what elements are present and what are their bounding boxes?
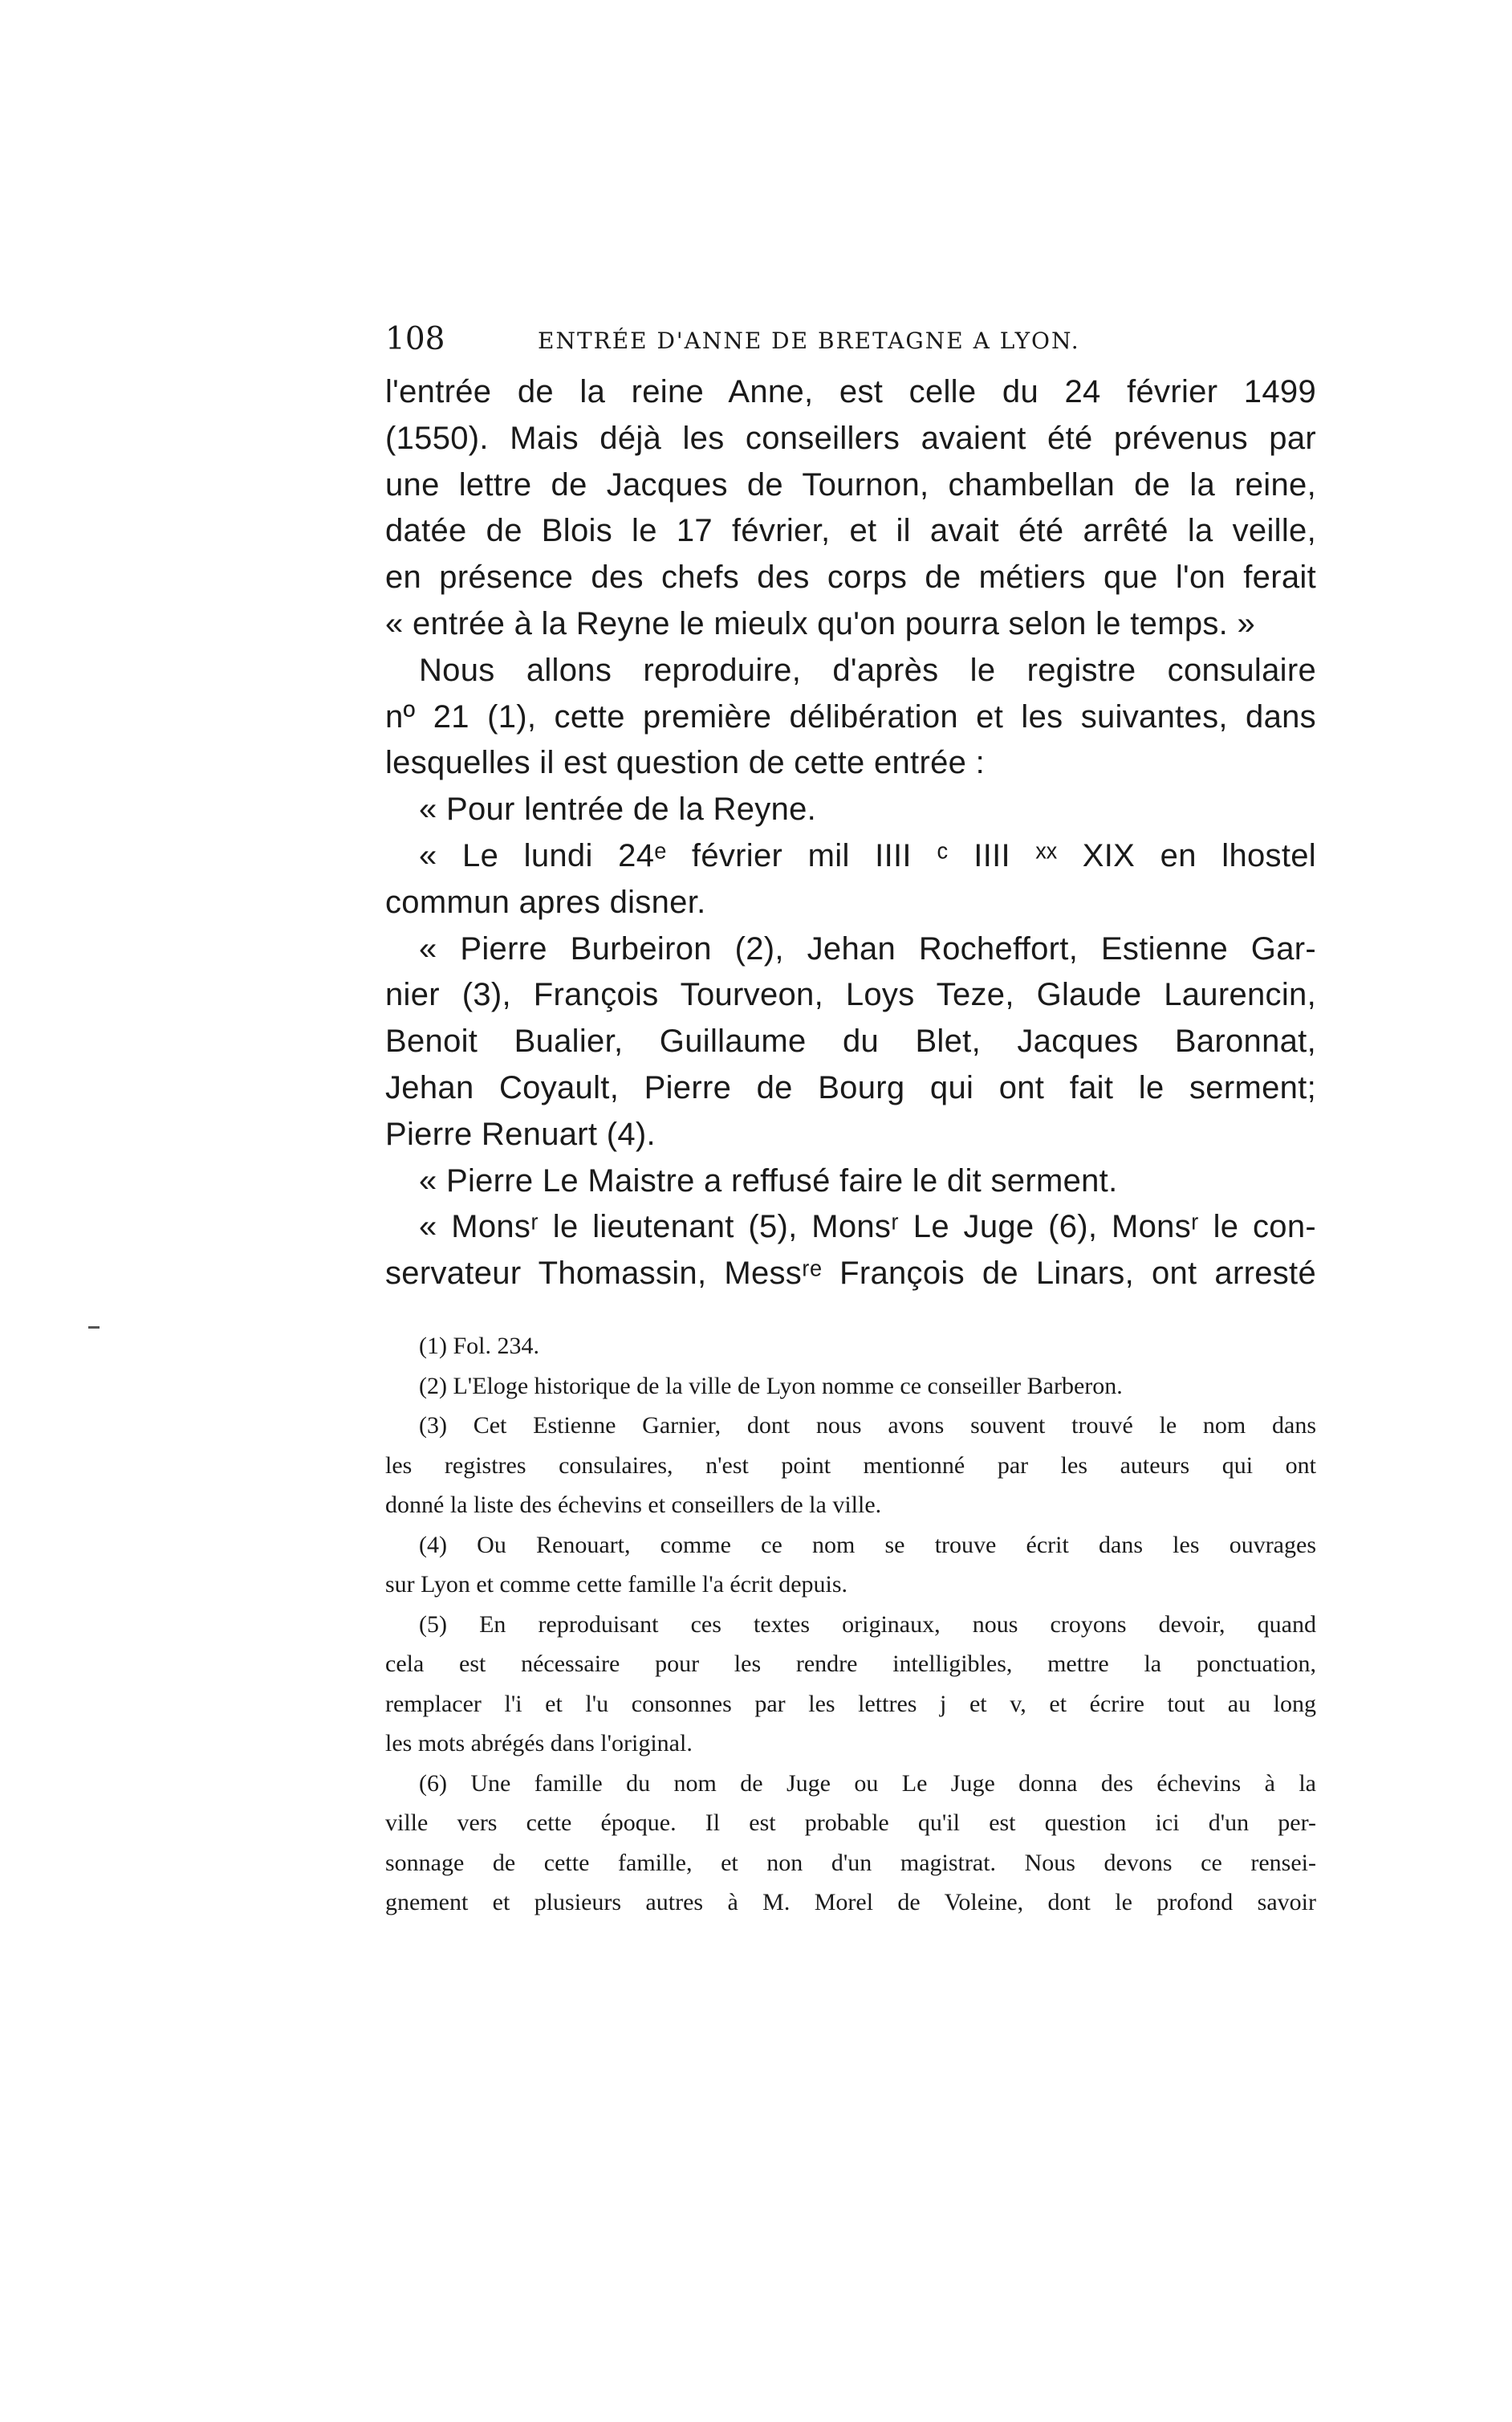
footnote-line: (3) Cet Estienne Garnier, dont nous avons souvent trouvé le nom dans [419, 1412, 1316, 1439]
text-line: « Pour lentrée de la Reyne. [419, 792, 817, 828]
footnote-line: (5) En reproduisant ces textes originaux, nous croyons devoir, quand [419, 1610, 1316, 1638]
footnote-line: (1) Fol. 234. [419, 1333, 539, 1359]
footnote-line: cela est nécessaire pour les rendre intelligibles, mettre la ponctuation, [385, 1651, 1316, 1677]
main-text [385, 369, 1316, 1297]
footnote-line: (6) Une famille du nom de Juge ou Le Juge donna des échevins à la [419, 1769, 1316, 1797]
running-title: ENTRÉE D'ANNE DE BRETAGNE A LYON. [538, 328, 1080, 354]
text-line: l'entrée de la reine Anne, est celle du 24 février 1499 [385, 374, 1316, 409]
margin-speck [88, 1326, 100, 1329]
text-line: nier (3), François Tourveon, Loys Teze, Glaude Laurencin, [385, 977, 1316, 1013]
text-line: Pierre Renuart (4). [385, 1116, 656, 1152]
text-line: commun apres disner. [385, 884, 706, 920]
footnote-line: ville vers cette époque. Il est probable qu'il est question ici d'un per- [385, 1809, 1316, 1836]
footnote-line: (2) L'Eloge historique de la ville de Lyon nomme ce conseiller Barberon. [419, 1372, 1123, 1399]
text-line: « entrée à la Reyne le mieulx qu'on pourra selon le temps. » [385, 605, 1256, 641]
text-line: (1550). Mais déjà les conseillers avaient été prévenus par [385, 420, 1316, 456]
text-line: « Pierre Burbeiron (2), Jehan Rocheffort, Estienne Gar- [419, 930, 1316, 967]
page-header [385, 320, 1316, 368]
text-line: datée de Blois le 17 février, et il avait été arrêté la veille, [385, 513, 1316, 549]
footnote-line: donné la liste des échevins et conseillers de la ville. [385, 1492, 882, 1518]
text-line: une lettre de Jacques de Tournon, chambellan de la reine, [385, 466, 1316, 503]
text-line: Benoit Bualier, Guillaume du Blet, Jacques Baronnat, [385, 1024, 1316, 1060]
footnote-line: les registres consulaires, n'est point mentionné par les auteurs qui ont [385, 1451, 1316, 1479]
text-line: « Pierre Le Maistre a reffusé faire le dit serment. [419, 1162, 1118, 1199]
footnote-line: remplacer l'i et l'u consonnes par les lettres j et v, et écrire tout au long [385, 1690, 1316, 1717]
text-line: Nous allons reproduire, d'après le registre consulaire [419, 652, 1316, 688]
text-line: lesquelles il est question de cette entrée : [385, 745, 985, 781]
text-line: Jehan Coyault, Pierre de Bourg qui ont fait le serment; [385, 1069, 1316, 1105]
footnote-line: gnement et plusieurs autres à M. Morel de Voleine, dont le profond savoir [385, 1889, 1316, 1915]
footnote-line: les mots abrégés dans l'original. [385, 1730, 693, 1756]
footnote-line: sonnage de cette famille, et non d'un magistrat. Nous devons ce rensei- [385, 1849, 1316, 1876]
page-number: 108 [385, 321, 445, 357]
text-line: « Monsʳ le lieutenant (5), Monsʳ Le Juge (6), Monsʳ le con- [419, 1209, 1316, 1245]
text-line: « Le lundi 24ᵉ février mil IIII ᶜ IIII ˣˣ XIX en lhostel [419, 837, 1316, 873]
footnote-line: sur Lyon et comme cette famille l'a écrit depuis. [385, 1571, 848, 1598]
text-line: en présence des chefs des corps de métiers que l'on ferait [385, 560, 1316, 596]
text-line: nº 21 (1), cette première délibération et les suivantes, dans [385, 698, 1316, 735]
text-line: servateur Thomassin, Messʳᵉ François de Linars, ont arresté [385, 1256, 1316, 1292]
footnotes [385, 1326, 1316, 1923]
footnote-line: (4) Ou Renouart, comme ce nom se trouve écrit dans les ouvrages [419, 1531, 1316, 1558]
